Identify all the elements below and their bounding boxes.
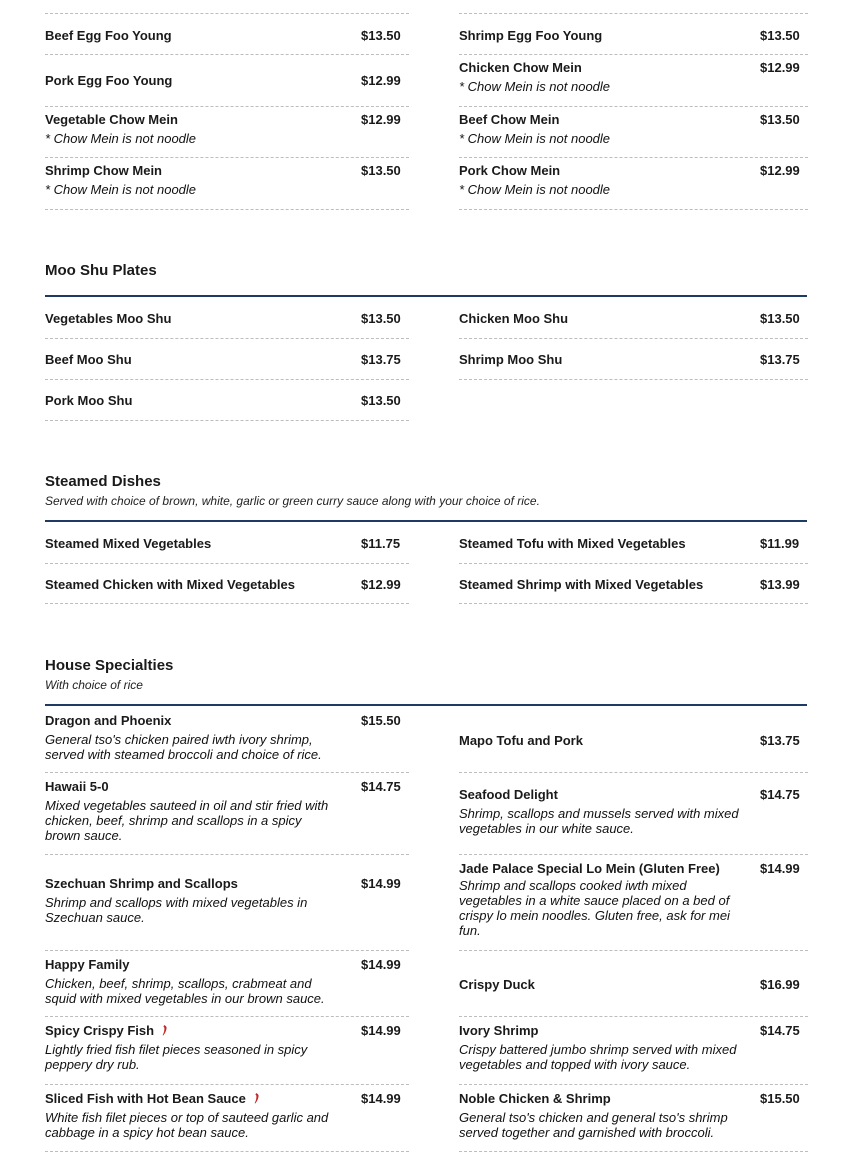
section-title-moo-shu: Moo Shu Plates <box>45 262 157 279</box>
item-price: $11.75 <box>361 536 401 551</box>
item-price: $13.99 <box>760 577 800 592</box>
item-price: $14.75 <box>760 787 800 802</box>
item-name: Shrimp Chow Mein <box>45 163 162 178</box>
item-name: Steamed Shrimp with Mixed Vegetables <box>459 577 704 592</box>
menu-item-noble-chicken-shrimp[interactable] <box>459 1085 808 1152</box>
item-price: $12.99 <box>361 577 401 592</box>
item-name: Steamed Tofu with Mixed Vegetables <box>459 536 686 551</box>
item-price: $11.99 <box>760 536 800 551</box>
menu-item-beef-moo-shu[interactable] <box>45 339 409 380</box>
item-name-wrap <box>45 1091 340 1107</box>
chili-pepper-icon <box>254 1093 260 1104</box>
item-price: $14.99 <box>361 1023 401 1038</box>
item-name: Happy Family <box>45 957 130 972</box>
item-name: Beef Egg Foo Young <box>45 28 172 43</box>
item-price: $13.50 <box>361 393 401 408</box>
menu-item-szechuan-shrimp-scallops[interactable] <box>45 855 409 951</box>
item-name: Hawaii 5-0 <box>45 779 109 794</box>
item-price: $14.75 <box>361 779 401 794</box>
item-description: * Chow Mein is not noodle <box>45 182 197 197</box>
item-name: Crispy Duck <box>459 977 535 992</box>
item-name: Beef Chow Mein <box>459 112 560 127</box>
menu-item-pork-egg-foo-young[interactable] <box>45 55 409 107</box>
menu-item-hawaii-5-0[interactable] <box>45 773 409 855</box>
menu-item-mapo-tofu-and-pork[interactable] <box>459 707 808 773</box>
item-description: Shrimp, scallops and mussels served with mixed vegetables in our white sauce. <box>459 806 739 836</box>
item-price: $13.50 <box>760 311 800 326</box>
item-description: * Chow Mein is not noodle <box>459 79 611 94</box>
item-name: Mapo Tofu and Pork <box>459 733 583 748</box>
item-name: Sliced Fish with Hot Bean Sauce <box>45 1091 246 1106</box>
item-name: Steamed Mixed Vegetables <box>45 536 212 551</box>
menu-item-chicken-moo-shu[interactable] <box>459 298 808 339</box>
item-name: Chicken Chow Mein <box>459 60 582 75</box>
item-name: Spicy Crispy Fish <box>45 1023 155 1038</box>
menu-item-spicy-crispy-fish[interactable] <box>45 1017 409 1085</box>
item-description: General tso's chicken paired iwth ivory shrimp, served with steamed broccoli and choice of rice. <box>45 732 322 762</box>
item-name: Pork Chow Mein <box>459 163 561 178</box>
menu-item-jade-palace-special-lo-mein[interactable] <box>459 855 808 951</box>
item-description: Chicken, beef, shrimp, scallops, crabmeat and squid with mixed vegetables in our brown sauce. <box>45 976 325 1006</box>
item-name: Vegetables Moo Shu <box>45 311 172 326</box>
menu-item-steamed-tofu[interactable] <box>459 523 808 564</box>
item-description: Crispy battered jumbo shrimp served with mixed vegetables and topped with ivory sauce. <box>459 1042 737 1072</box>
section-title-house: House Specialties <box>45 657 174 674</box>
item-description: Mixed vegetables sauteed in oil and stir fried with chicken, beef, shrimp and scallops in a spicy brown sauce. <box>45 798 329 843</box>
cut-off-row <box>459 0 808 14</box>
item-description: * Chow Mein is not noodle <box>45 131 197 146</box>
item-price: $14.99 <box>361 957 401 972</box>
item-description: Shrimp and scallops cooked iwth mixed vegetables in a white sauce placed on a bed of crispy lo mein noodles. Gluten free, ask for mei fun. <box>459 878 730 938</box>
menu-item-ivory-shrimp[interactable] <box>459 1017 808 1085</box>
item-price: $13.75 <box>760 352 800 367</box>
menu-item-seafood-delight[interactable] <box>459 773 808 855</box>
section-divider <box>45 704 807 706</box>
item-description: * Chow Mein is not noodle <box>459 182 611 197</box>
item-name-wrap <box>45 1023 340 1039</box>
menu-item-chicken-chow-mein[interactable] <box>459 55 808 107</box>
chili-pepper-icon <box>162 1025 168 1036</box>
item-name: Szechuan Shrimp and Scallops <box>45 876 238 891</box>
item-price: $14.75 <box>760 1023 800 1038</box>
menu-item-shrimp-egg-foo-young[interactable] <box>459 14 808 55</box>
item-name: Seafood Delight <box>459 787 558 802</box>
item-price: $13.50 <box>361 163 401 178</box>
menu-item-beef-egg-foo-young[interactable] <box>45 14 409 55</box>
item-description: * Chow Mein is not noodle <box>459 131 611 146</box>
item-price: $13.50 <box>760 28 800 43</box>
item-name: Vegetable Chow Mein <box>45 112 178 127</box>
item-description: General tso's chicken and general tso's shrimp served together and garnished with broccoli. <box>459 1110 728 1140</box>
item-name: Pork Egg Foo Young <box>45 73 173 88</box>
item-name: Pork Moo Shu <box>45 393 133 408</box>
menu-item-crispy-duck[interactable] <box>459 951 808 1017</box>
item-name: Jade Palace Special Lo Mein (Gluten Free) <box>459 861 720 876</box>
menu-item-steamed-mixed-vegetables[interactable] <box>45 523 409 564</box>
menu-item-pork-chow-mein[interactable] <box>459 158 808 210</box>
menu-item-vegetables-moo-shu[interactable] <box>45 298 409 339</box>
item-price: $12.99 <box>760 163 800 178</box>
item-price: $13.50 <box>361 28 401 43</box>
item-description: Lightly fried fish filet pieces seasoned in spicy peppery dry rub. <box>45 1042 308 1072</box>
item-price: $12.99 <box>361 73 401 88</box>
menu-item-dragon-and-phoenix[interactable] <box>45 707 409 773</box>
menu-item-sliced-fish-hot-bean-sauce[interactable] <box>45 1085 409 1152</box>
item-price: $14.99 <box>361 876 401 891</box>
item-price: $13.75 <box>760 733 800 748</box>
menu-item-happy-family[interactable] <box>45 951 409 1017</box>
item-price: $12.99 <box>760 60 800 75</box>
item-name: Beef Moo Shu <box>45 352 132 367</box>
menu-item-shrimp-moo-shu[interactable] <box>459 339 808 380</box>
item-name: Dragon and Phoenix <box>45 713 172 728</box>
item-price: $12.99 <box>361 112 401 127</box>
menu-item-steamed-shrimp[interactable] <box>459 564 808 604</box>
item-name: Chicken Moo Shu <box>459 311 569 326</box>
item-name: Steamed Chicken with Mixed Vegetables <box>45 577 295 592</box>
menu-item-vegetable-chow-mein[interactable] <box>45 107 409 158</box>
item-description: White fish filet pieces or top of sauteed garlic and cabbage in a spicy hot bean sauce. <box>45 1110 329 1140</box>
section-divider <box>45 520 807 522</box>
item-price: $13.75 <box>361 352 401 367</box>
item-price: $16.99 <box>760 977 800 992</box>
menu-item-pork-moo-shu[interactable] <box>45 380 409 421</box>
item-name: Noble Chicken & Shrimp <box>459 1091 611 1106</box>
section-subtitle: With choice of rice <box>45 678 143 692</box>
item-price: $14.99 <box>361 1091 401 1106</box>
cut-off-row <box>45 0 409 14</box>
section-divider <box>45 295 807 297</box>
menu-item-shrimp-chow-mein[interactable] <box>45 158 409 210</box>
section-title-steamed: Steamed Dishes <box>45 473 161 490</box>
menu-item-beef-chow-mein[interactable] <box>459 107 808 158</box>
menu-item-steamed-chicken[interactable] <box>45 564 409 604</box>
item-price: $13.50 <box>760 112 800 127</box>
item-name: Ivory Shrimp <box>459 1023 539 1038</box>
item-price: $15.50 <box>760 1091 800 1106</box>
item-name: Shrimp Moo Shu <box>459 352 563 367</box>
item-price: $14.99 <box>760 861 800 876</box>
section-subtitle: Served with choice of brown, white, garlic or green curry sauce along with your choice of rice. <box>45 494 540 508</box>
item-description: Shrimp and scallops with mixed vegetables in Szechuan sauce. <box>45 895 308 925</box>
item-name: Shrimp Egg Foo Young <box>459 28 603 43</box>
item-price: $15.50 <box>361 713 401 728</box>
item-price: $13.50 <box>361 311 401 326</box>
